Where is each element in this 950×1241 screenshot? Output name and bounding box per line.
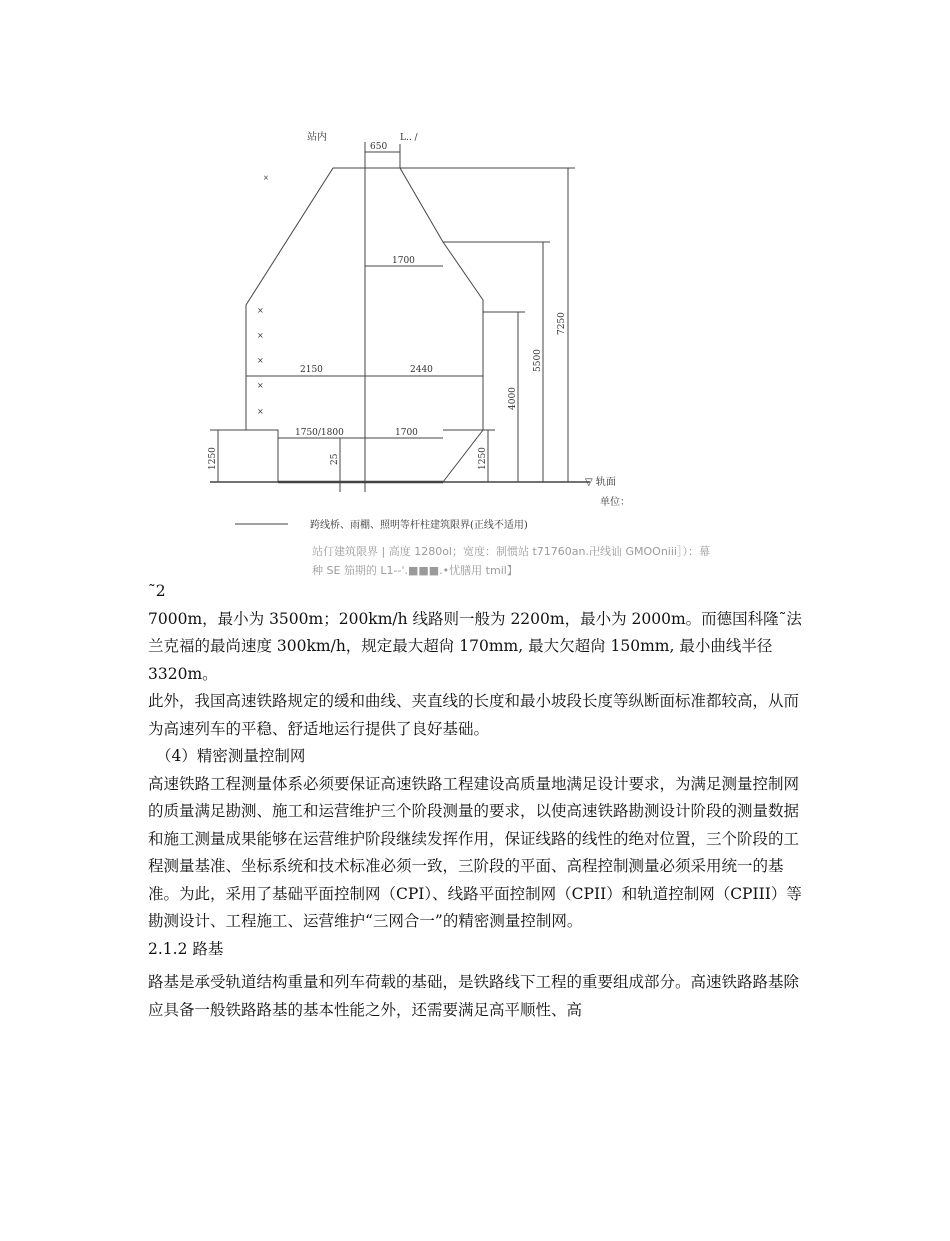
svg-text:×: × [263, 174, 269, 182]
svg-text:×: × [257, 407, 264, 416]
dim-1750-1800: 1750/1800 [295, 428, 344, 438]
top-note-label: L.. / [400, 133, 418, 143]
station-label: 站内 [307, 132, 327, 143]
dim-1250-right: 1250 [478, 447, 488, 470]
body-text [148, 578, 808, 1024]
clearance-diagram [200, 120, 670, 540]
dim-1700-bottom: 1700 [395, 428, 418, 438]
svg-text:×: × [257, 381, 264, 390]
figure-caption-line2: 种 SE 笳期的 L1--'.■■■.•忧膳用 tmil】 [312, 564, 518, 577]
paragraph-survey-network: 高速铁路工程测量体系必须要保证高速铁路工程建设高质量地满足设计要求，为满足测量控制网的质量满足勘测、施工和运营维护三个阶段测量的要求，以使高速铁路勘测设计阶段的测量数据和施工测量成果能够在运营维护阶段继续发挥作用，保证线路的线性的绝对位置，三个阶段的工程测量基准、坐标系统和技术标准必须一致，三阶段的平面、高程控制测量必须采用统一的基准。为此，采用了基础平面控制网（CPⅠ）、线路平面控制网（CPII）和轨道控制网（CPIII）等勘测设计、工程施工、运营维护“三网合一”的精密测量控制网。 [148, 774, 802, 930]
dim-1700-top: 1700 [392, 256, 415, 266]
section-heading-subgrade: 2.1.2 路基 [148, 939, 224, 958]
paragraph-curve-radius: 7000m，最小为 3500m；200km/h 线路则一般为 2200m，最小为 2000m。而德国科隆˜法兰克福的最尚速度 300km/h，规定最大超尙 170mm, 最大欠超尙 150mm, 最小曲线半径 3320m。 [148, 609, 802, 683]
svg-text:×: × [257, 356, 264, 365]
clearance-diagram-svg [200, 120, 670, 540]
dim-650: 650 [370, 142, 388, 152]
dim-7250: 7250 [557, 312, 567, 335]
svg-text:×: × [257, 306, 264, 315]
figure-caption-line1: 站仃建筑限界 | 高度 1280ol；宽度：制惯站 t71760an.卍线讪 GMOOniii］）：幕 [312, 545, 710, 558]
paragraph-subgrade: 路基是承受轨道结构重量和列车荷载的基础，是铁路线下工程的重要组成部分。高速铁路路基除应具备一般铁路路基的基本性能之外，还需要满足高平顺性、高 [148, 973, 800, 1019]
dim-25: 25 [330, 453, 340, 465]
paragraph-profile-standards: 此外，我国高速铁路规定的缓和曲线、夹直线的长度和最小坡段长度等纵断面标准都较高，从而为高速列车的平稳、舒适地运行提供了良好基础。 [148, 692, 800, 738]
dim-2150: 2150 [300, 365, 323, 375]
unit-label: 单位： [600, 497, 630, 508]
paragraph-tilde: ˜2 [148, 582, 166, 600]
rail-top-label: ▽ 轨面 [585, 477, 616, 488]
svg-text:×: × [257, 331, 264, 340]
dim-4000: 4000 [508, 387, 518, 410]
section-heading-survey-network: （4）精密测量控制网 [156, 747, 306, 765]
legend-text: 跨线桥、雨棚、照明等杆柱建筑限界(正线不适用) [310, 520, 528, 531]
dim-1250-left: 1250 [208, 447, 218, 470]
dim-2440: 2440 [410, 365, 433, 375]
dim-5500: 5500 [533, 349, 543, 372]
platform-outline [246, 430, 278, 482]
